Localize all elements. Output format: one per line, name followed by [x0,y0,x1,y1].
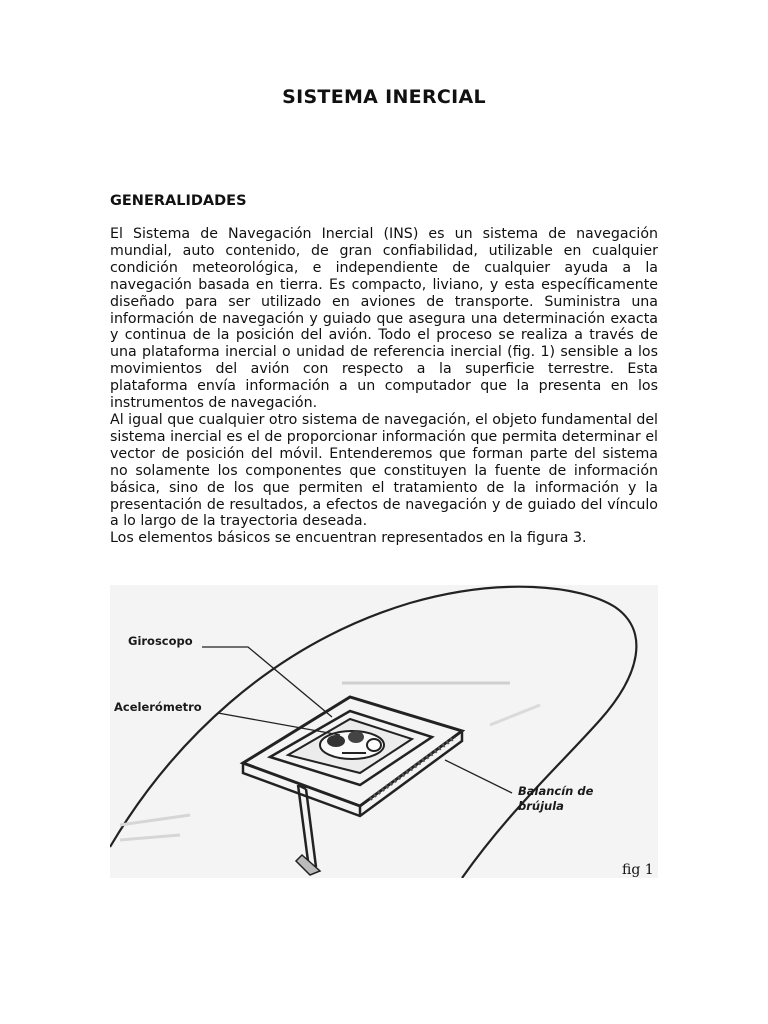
paragraph: El Sistema de Navegación Inercial (INS) es un sistema de navegación mundial, auto contenido, de gran confiabilidad, utilizable en cualquier condición meteorológica, e independiente de cualquier ayuda a la navegación basada en tierra. Es compacto, liviano, y esta específicamente diseñado para ser utilizado en aviones de transporte. Suministra una información de navegación y guiado que asegura una determinación exacta y continua de la posición del avión. Todo el proceso se realiza a través de una plataforma inercial o unidad de referencia inercial (fig. 1) sensible a los movimientos del avión con respecto a la superficie terrestre. Esta plataforma envía información a un computador que la presenta en los instrumentos de navegación. [110,226,658,412]
label-gyroscope: Giroscopo [128,634,193,648]
gyro-cluster [320,731,384,759]
paragraph: Al igual que cualquier otro sistema de navegación, el objeto fundamental del sistema inercial es el de proporcionar información que permita determinar el vector de posición del móvil. Entenderemos que forman parte del sistema no solamente los componentes que constituyen la fuente de información básica, sino de los que permiten el tratamiento de la información y la presentación de resultados, a efectos de navegación y de guiado del vínculo a lo largo de la trayectoria deseada. [110,411,658,530]
label-gimbal-line2: brújula [518,799,564,813]
figure-caption: fig 1 [622,862,654,878]
label-gimbal-line1: Balancín de [518,784,594,798]
inertial-platform-drawing [110,585,658,878]
page-title: SISTEMA INERCIAL [282,86,486,108]
body-text [110,226,658,547]
inertial-platform-figure [110,585,658,878]
section-heading: GENERALIDADES [110,193,247,209]
paragraph: Los elementos básicos se encuentran representados en la figura 3. [110,530,587,547]
label-accelerometer: Acelerómetro [114,700,202,714]
